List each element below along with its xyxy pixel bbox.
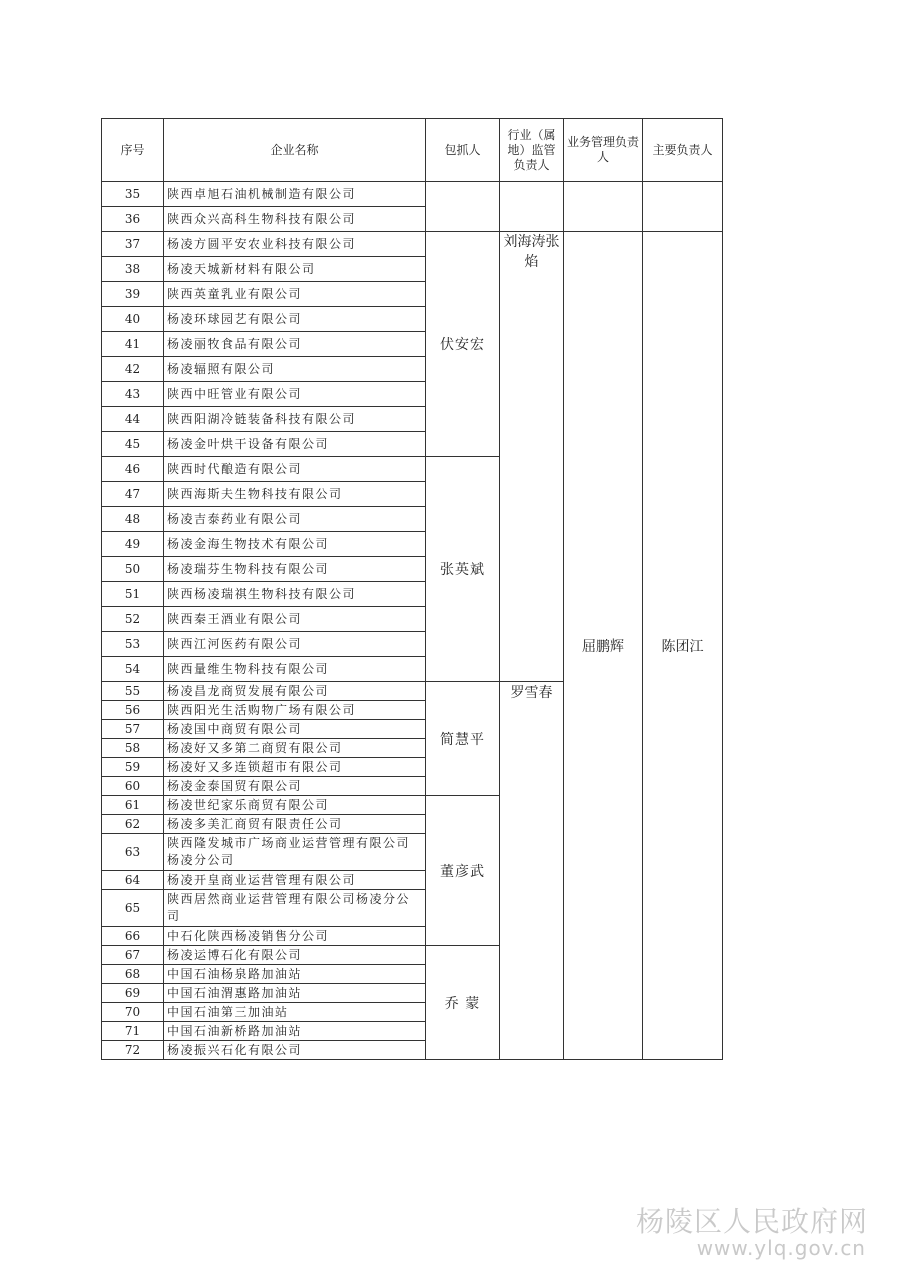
company-name: 陕西隆发城市广场商业运营管理有限公司杨凌分公司 bbox=[164, 834, 426, 871]
business-manager: 屈鹏辉 bbox=[564, 232, 643, 1060]
row-number: 71 bbox=[102, 1022, 164, 1041]
company-name: 陕西阳光生活购物广场有限公司 bbox=[164, 701, 426, 720]
company-name: 陕西中旺管业有限公司 bbox=[164, 382, 426, 407]
company-name: 杨凌金泰国贸有限公司 bbox=[164, 777, 426, 796]
row-number: 69 bbox=[102, 984, 164, 1003]
company-name: 陕西阳湖冷链装备科技有限公司 bbox=[164, 407, 426, 432]
company-name: 杨凌好又多第二商贸有限公司 bbox=[164, 739, 426, 758]
main-empty bbox=[643, 182, 723, 232]
company-name: 杨凌世纪家乐商贸有限公司 bbox=[164, 796, 426, 815]
header-row bbox=[102, 119, 723, 182]
company-name: 陕西众兴高科生物科技有限公司 bbox=[164, 207, 426, 232]
row-number: 49 bbox=[102, 532, 164, 557]
company-name: 陕西英童乳业有限公司 bbox=[164, 282, 426, 307]
row-number: 40 bbox=[102, 307, 164, 332]
row-number: 43 bbox=[102, 382, 164, 407]
company-name: 中国石油新桥路加油站 bbox=[164, 1022, 426, 1041]
row-number: 70 bbox=[102, 1003, 164, 1022]
row-number: 55 bbox=[102, 682, 164, 701]
supervisor-empty bbox=[500, 182, 564, 232]
supervisor-liu-zhang: 刘海涛张焰 bbox=[500, 232, 564, 682]
row-number: 42 bbox=[102, 357, 164, 382]
company-name: 陕西居然商业运营管理有限公司杨凌分公司 bbox=[164, 890, 426, 927]
company-name: 陕西江河医药有限公司 bbox=[164, 632, 426, 657]
company-name: 杨凌丽牧食品有限公司 bbox=[164, 332, 426, 357]
contact-qiao: 乔 蒙 bbox=[426, 946, 500, 1060]
company-name: 陕西卓旭石油机械制造有限公司 bbox=[164, 182, 426, 207]
row-number: 47 bbox=[102, 482, 164, 507]
table-row bbox=[102, 182, 723, 207]
company-name: 中国石油第三加油站 bbox=[164, 1003, 426, 1022]
table-row bbox=[102, 232, 723, 257]
enterprise-roster-table bbox=[101, 118, 723, 1060]
contact-jian: 简慧平 bbox=[426, 682, 500, 796]
row-number: 65 bbox=[102, 890, 164, 927]
row-number: 46 bbox=[102, 457, 164, 482]
contact-empty bbox=[426, 182, 500, 232]
row-number: 58 bbox=[102, 739, 164, 758]
company-name: 杨凌方圆平安农业科技有限公司 bbox=[164, 232, 426, 257]
company-name: 杨凌金叶烘干设备有限公司 bbox=[164, 432, 426, 457]
row-number: 39 bbox=[102, 282, 164, 307]
contact-dong: 董彦武 bbox=[426, 796, 500, 946]
row-number: 54 bbox=[102, 657, 164, 682]
company-name: 杨凌环球园艺有限公司 bbox=[164, 307, 426, 332]
row-number: 48 bbox=[102, 507, 164, 532]
company-name: 杨凌国中商贸有限公司 bbox=[164, 720, 426, 739]
row-number: 53 bbox=[102, 632, 164, 657]
row-number: 66 bbox=[102, 927, 164, 946]
row-number: 45 bbox=[102, 432, 164, 457]
supervisor-luo: 罗雪春 bbox=[500, 682, 564, 1060]
row-number: 72 bbox=[102, 1041, 164, 1060]
company-name: 杨凌运博石化有限公司 bbox=[164, 946, 426, 965]
header-business: 业务管理负责人 bbox=[564, 119, 643, 182]
row-number: 50 bbox=[102, 557, 164, 582]
row-number: 60 bbox=[102, 777, 164, 796]
company-name: 杨凌开皇商业运营管理有限公司 bbox=[164, 871, 426, 890]
company-name: 杨凌金海生物技术有限公司 bbox=[164, 532, 426, 557]
row-number: 68 bbox=[102, 965, 164, 984]
company-name: 陕西时代酿造有限公司 bbox=[164, 457, 426, 482]
row-number: 62 bbox=[102, 815, 164, 834]
row-number: 37 bbox=[102, 232, 164, 257]
company-name: 陕西海斯夫生物科技有限公司 bbox=[164, 482, 426, 507]
row-number: 36 bbox=[102, 207, 164, 232]
company-name: 中石化陕西杨凌销售分公司 bbox=[164, 927, 426, 946]
company-name: 杨凌辐照有限公司 bbox=[164, 357, 426, 382]
row-number: 38 bbox=[102, 257, 164, 282]
row-number: 41 bbox=[102, 332, 164, 357]
header-supervisor: 行业（属地）监管负责人 bbox=[500, 119, 564, 182]
row-number: 64 bbox=[102, 871, 164, 890]
company-name: 杨凌吉泰药业有限公司 bbox=[164, 507, 426, 532]
company-name: 中国石油渭惠路加油站 bbox=[164, 984, 426, 1003]
company-name: 杨凌好又多连锁超市有限公司 bbox=[164, 758, 426, 777]
row-number: 35 bbox=[102, 182, 164, 207]
row-number: 63 bbox=[102, 834, 164, 871]
company-name: 杨凌昌龙商贸发展有限公司 bbox=[164, 682, 426, 701]
row-number: 44 bbox=[102, 407, 164, 432]
watermark-url: www.ylq.gov.cn bbox=[696, 1236, 866, 1260]
row-number: 61 bbox=[102, 796, 164, 815]
watermark-title: 杨陵区人民政府网 bbox=[635, 1205, 868, 1238]
company-name: 杨凌振兴石化有限公司 bbox=[164, 1041, 426, 1060]
header-company: 企业名称 bbox=[164, 119, 426, 182]
row-number: 57 bbox=[102, 720, 164, 739]
company-name: 杨凌天城新材料有限公司 bbox=[164, 257, 426, 282]
company-name: 陕西量维生物科技有限公司 bbox=[164, 657, 426, 682]
contact-fu: 伏安宏 bbox=[426, 232, 500, 457]
company-name: 杨凌多美汇商贸有限责任公司 bbox=[164, 815, 426, 834]
row-number: 59 bbox=[102, 758, 164, 777]
contact-zhang: 张英斌 bbox=[426, 457, 500, 682]
header-contact: 包抓人 bbox=[426, 119, 500, 182]
company-name: 中国石油杨泉路加油站 bbox=[164, 965, 426, 984]
company-name: 陕西杨凌瑞祺生物科技有限公司 bbox=[164, 582, 426, 607]
header-main: 主要负责人 bbox=[643, 119, 723, 182]
row-number: 67 bbox=[102, 946, 164, 965]
row-number: 56 bbox=[102, 701, 164, 720]
main-manager: 陈团江 bbox=[643, 232, 723, 1060]
business-empty bbox=[564, 182, 643, 232]
company-name: 陕西秦王酒业有限公司 bbox=[164, 607, 426, 632]
row-number: 52 bbox=[102, 607, 164, 632]
company-name: 杨凌瑞芬生物科技有限公司 bbox=[164, 557, 426, 582]
row-number: 51 bbox=[102, 582, 164, 607]
header-seq: 序号 bbox=[102, 119, 164, 182]
